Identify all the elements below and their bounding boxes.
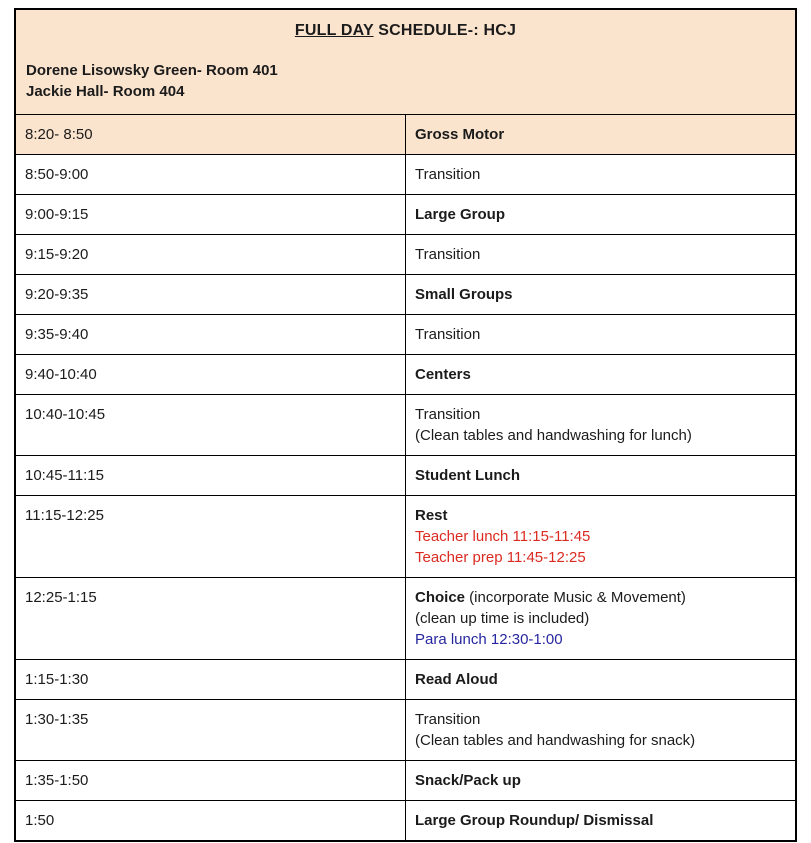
page-title-underlined: FULL DAY xyxy=(294,22,374,39)
time-cell: 12:25-1:15 xyxy=(15,578,406,660)
activity-line: Choice (incorporate Music & Movement) xyxy=(415,589,686,606)
activity-cell xyxy=(406,700,797,761)
table-row xyxy=(15,801,796,842)
table-row xyxy=(15,761,796,801)
table-row xyxy=(15,155,796,195)
header-cell xyxy=(15,9,796,115)
activity-line: Transition xyxy=(415,711,481,728)
activity-cell xyxy=(406,578,797,660)
activity-line: Student Lunch xyxy=(415,467,520,484)
activity-cell xyxy=(406,801,797,842)
table-row xyxy=(15,355,796,395)
activity-line: Large Group Roundup/ Dismissal xyxy=(415,812,654,829)
activity-cell xyxy=(406,275,797,315)
time-cell: 10:40-10:45 xyxy=(15,395,406,456)
table-row xyxy=(15,275,796,315)
activity-line: Rest xyxy=(415,507,448,524)
activity-cell xyxy=(406,315,797,355)
activity-line: Large Group xyxy=(415,206,506,223)
table-row xyxy=(15,700,796,761)
table-row xyxy=(15,315,796,355)
activity-cell xyxy=(406,195,797,235)
table-row xyxy=(15,395,796,456)
activity-cell xyxy=(406,395,797,456)
activity-cell xyxy=(406,761,797,801)
table-row xyxy=(15,578,796,660)
page-title-rest: SCHEDULE-: HCJ xyxy=(373,22,517,39)
time-cell: 10:45-11:15 xyxy=(15,456,406,496)
activity-cell xyxy=(406,456,797,496)
activity-line: Teacher lunch 11:15-11:45 xyxy=(415,528,591,545)
activity-line: Para lunch 12:30-1:00 xyxy=(415,631,563,648)
time-cell: 8:50-9:00 xyxy=(15,155,406,195)
page-title xyxy=(26,20,785,42)
activity-line: Transition xyxy=(415,246,481,263)
table-row xyxy=(15,496,796,578)
activity-line: (Clean tables and handwashing for lunch) xyxy=(415,427,692,444)
time-cell: 9:20-9:35 xyxy=(15,275,406,315)
time-cell: 11:15-12:25 xyxy=(15,496,406,578)
activity-cell xyxy=(406,155,797,195)
time-cell: 1:30-1:35 xyxy=(15,700,406,761)
activity-line: Transition xyxy=(415,406,481,423)
time-cell: 8:20- 8:50 xyxy=(15,115,406,155)
time-cell: 1:35-1:50 xyxy=(15,761,406,801)
time-cell: 9:00-9:15 xyxy=(15,195,406,235)
schedule-table xyxy=(14,8,797,842)
teacher-room-line-2: Jackie Hall- Room 404 xyxy=(26,83,185,100)
time-cell: 9:40-10:40 xyxy=(15,355,406,395)
activity-line: Centers xyxy=(415,366,471,383)
activity-cell xyxy=(406,235,797,275)
activity-line: Transition xyxy=(415,326,481,343)
time-cell: 1:50 xyxy=(15,801,406,842)
activity-line: Small Groups xyxy=(415,286,513,303)
table-row xyxy=(15,235,796,275)
activity-line: Teacher prep 11:45-12:25 xyxy=(415,549,586,566)
time-cell: 9:35-9:40 xyxy=(15,315,406,355)
teacher-room-line-1: Dorene Lisowsky Green- Room 401 xyxy=(26,62,278,79)
activity-line: Gross Motor xyxy=(415,126,505,143)
time-cell: 9:15-9:20 xyxy=(15,235,406,275)
activity-line: Read Aloud xyxy=(415,671,498,688)
activity-line: Snack/Pack up xyxy=(415,772,521,789)
schedule-body xyxy=(15,9,796,841)
table-row xyxy=(15,115,796,155)
activity-cell xyxy=(406,115,797,155)
table-row xyxy=(15,660,796,700)
activity-cell xyxy=(406,496,797,578)
header-row xyxy=(15,9,796,115)
time-cell: 1:15-1:30 xyxy=(15,660,406,700)
table-row xyxy=(15,456,796,496)
activity-line: (Clean tables and handwashing for snack) xyxy=(415,732,696,749)
activity-line: (clean up time is included) xyxy=(415,610,590,627)
activity-line: Transition xyxy=(415,166,481,183)
activity-cell xyxy=(406,660,797,700)
activity-cell xyxy=(406,355,797,395)
table-row xyxy=(15,195,796,235)
